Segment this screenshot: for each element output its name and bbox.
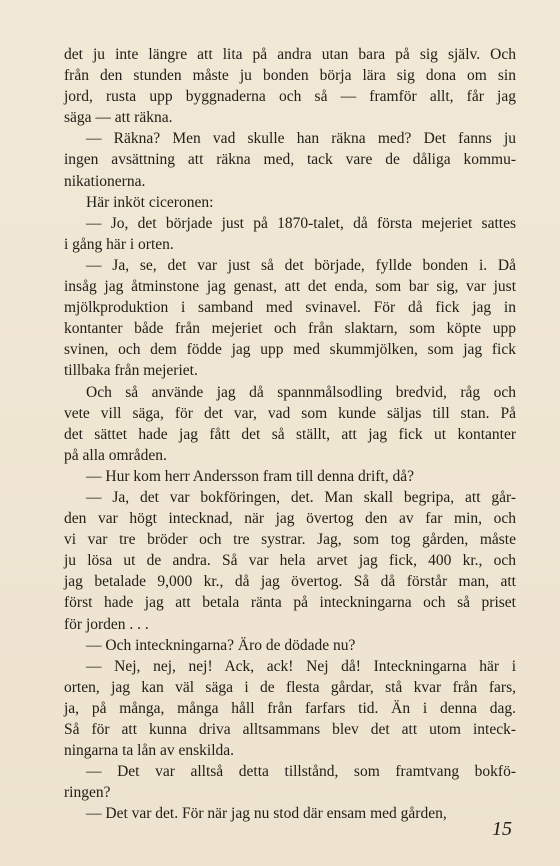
- text-line: ningarna ta lån av enskilda.: [64, 742, 235, 760]
- text-line: — Räkna? Men vad skulle han räkna med? Det fanns ju: [86, 130, 516, 148]
- paragraph: [64, 635, 516, 656]
- paragraph: [64, 487, 516, 635]
- paragraph: [64, 213, 516, 255]
- text-line: Här inköt ciceronen:: [86, 193, 214, 211]
- text-line: — Ja, se, det var just så det började, fyllde bonden i. Då: [86, 256, 516, 274]
- text-line: — Nej, nej, nej! Ack, ack! Nej då! Inteckningarna här i: [86, 657, 516, 675]
- text-line: ja, på många, många håll från farfars tid. Än i denna dag.: [64, 699, 516, 717]
- text-line: ingen avsättning att räkna med, tack vare de dåliga kommu-: [64, 151, 516, 169]
- text-line: nikationerna.: [64, 172, 146, 190]
- text-line: i gång här i orten.: [64, 235, 174, 253]
- body-text: [64, 44, 516, 824]
- text-line: — Hur kom herr Andersson fram till denna drift, då?: [86, 467, 414, 485]
- text-line: det sättet hade jag fått det så ställt, att jag fick ut kontanter: [64, 425, 516, 443]
- text-line: — Det var alltså detta tillstånd, som framtvang bokfö-: [86, 763, 516, 781]
- text-line: från den stunden måste ju bonden börja lära sig dona om sin: [64, 67, 516, 85]
- text-line: Så för att kunna driva alltsammans blev det att utom inteck-: [64, 721, 516, 738]
- text-line: den var högt intecknad, när jag övertog den av far min, och: [64, 510, 516, 528]
- text-line: vete vill säga, för det var, vad som kunde säljas till stan. På: [64, 404, 516, 422]
- text-line: ju lösa ut de andra. Så var hela arvet jag fick, 400 kr., och: [64, 552, 516, 570]
- text-line: mjölkproduktion i samband med svinavel. För då fick jag in: [64, 299, 516, 317]
- paragraph: [64, 128, 516, 191]
- paragraph: [64, 656, 516, 761]
- text-line: jord, rusta upp byggnaderna och så — framför allt, får jag: [64, 88, 516, 106]
- page-number: 15: [492, 818, 512, 840]
- text-line: tillbaka från mejeriet.: [64, 362, 198, 380]
- text-line: kontanter både från mejeriet och från slaktarn, som köpte upp: [64, 320, 516, 338]
- text-line: — Ja, det var bokföringen, det. Man skall begripa, att går-: [86, 488, 516, 506]
- paragraph: [64, 255, 516, 382]
- text-line: Och så använde jag då spannmålsodling bredvid, råg och: [86, 383, 516, 401]
- text-line: säga — att räkna.: [64, 109, 173, 127]
- paragraph: [64, 192, 516, 213]
- paragraph: [64, 382, 516, 466]
- text-line: först hade jag att betala ränta på inteckningarna och så priset: [64, 594, 516, 612]
- text-line: ringen?: [64, 784, 111, 802]
- text-line: på alla områden.: [64, 446, 167, 464]
- text-line: jag betalade 9,000 kr., då jag övertog. Så då förstår man, att: [64, 573, 516, 591]
- text-line: — Och inteckningarna? Äro de dödade nu?: [86, 636, 356, 654]
- paragraph: [64, 761, 516, 803]
- text-line: för jorden . . .: [64, 615, 149, 633]
- text-line: — Det var det. För när jag nu stod där ensam med gården,: [86, 805, 447, 823]
- paragraph: [64, 44, 516, 128]
- paragraph: [64, 803, 516, 824]
- text-line: orten, jag kan väl säga i de flesta gårdar, stå kvar från fars,: [64, 678, 516, 696]
- text-line: svinen, och dem födde jag upp med skummjölken, som jag fick: [64, 341, 516, 359]
- paragraph: [64, 466, 516, 487]
- text-line: insåg jag åtminstone jag genast, att det enda, som bar sig, var just: [64, 278, 516, 296]
- text-line: vi var tre bröder och tre systrar. Jag, som tog gården, måste: [64, 531, 516, 549]
- text-line: — Jo, det började just på 1870-talet, då första mejeriet sattes: [86, 214, 516, 232]
- text-line: det ju inte längre att lita på andra utan bara på sig själv. Och: [64, 46, 516, 63]
